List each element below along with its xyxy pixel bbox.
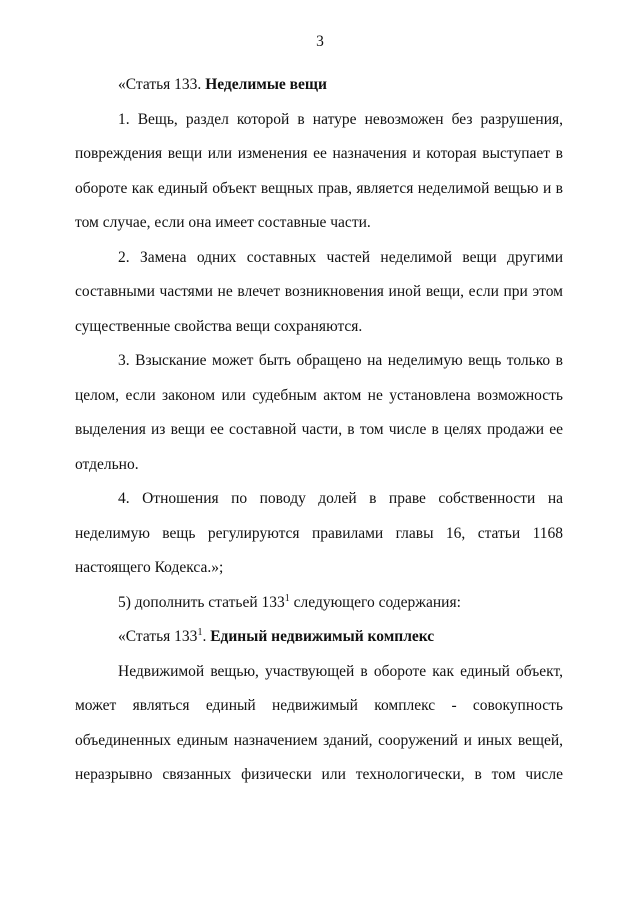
- article-1331-line-3: объединенных единым назначением зданий, сооружений и иных вещей,: [75, 731, 563, 749]
- document-body: [75, 68, 563, 793]
- article-1331-heading: [75, 620, 563, 655]
- item-5-text-end: следующего содержания:: [289, 593, 461, 611]
- article-1331-prefix: «Статья 133: [118, 628, 198, 645]
- article-133-heading: [75, 68, 563, 103]
- article-133-prefix: «Статья 133.: [118, 76, 202, 93]
- article-133-title: Неделимые вещи: [205, 76, 327, 93]
- article-1331-superscript: 1: [197, 626, 203, 638]
- article-1331-prefix-end: .: [202, 628, 207, 645]
- article-1331-line-4: неразрывно связанных физически или технологически, в том числе: [75, 766, 563, 783]
- article-133-paragraph-1: 1. Вещь, раздел которой в натуре невозможен без разрушения, повреждения вещи или изменения ее назначения и которая выступает в обороте как единый объект вещных прав, является неделимой вещью и в том случае, если она имеет составные части.: [75, 110, 563, 231]
- article-133-paragraph-4: 4. Отношения по поводу долей в праве собственности на неделимую вещь регулируются правилами главы 16, статьи 1168 настоящего Кодекса.»;: [75, 490, 563, 576]
- item-5-superscript: 1: [284, 592, 290, 604]
- article-1331-line-1: Недвижимой вещью, участвующей в обороте как единый объект,: [118, 662, 563, 680]
- article-1331-title: Единый недвижимый комплекс: [210, 628, 435, 645]
- article-133-paragraph-3: 3. Взыскание может быть обращено на неделимую вещь только в целом, если законом или судебным актом не установлена возможность выделения из вещи ее составной части, в том числе в целях продажи ее отдельно.: [75, 352, 563, 473]
- item-5-text: 5) дополнить статьей 133: [118, 593, 285, 611]
- page-number: 3: [316, 33, 324, 50]
- article-1331-line-2: может являться единый недвижимый комплекс - совокупность: [75, 697, 563, 714]
- item-5-amendment: [75, 586, 563, 621]
- article-133-paragraph-2: 2. Замена одних составных частей неделимой вещи другими составными частями не влечет возникновения иной вещи, если при этом существенные свойства вещи сохраняются.: [75, 248, 563, 335]
